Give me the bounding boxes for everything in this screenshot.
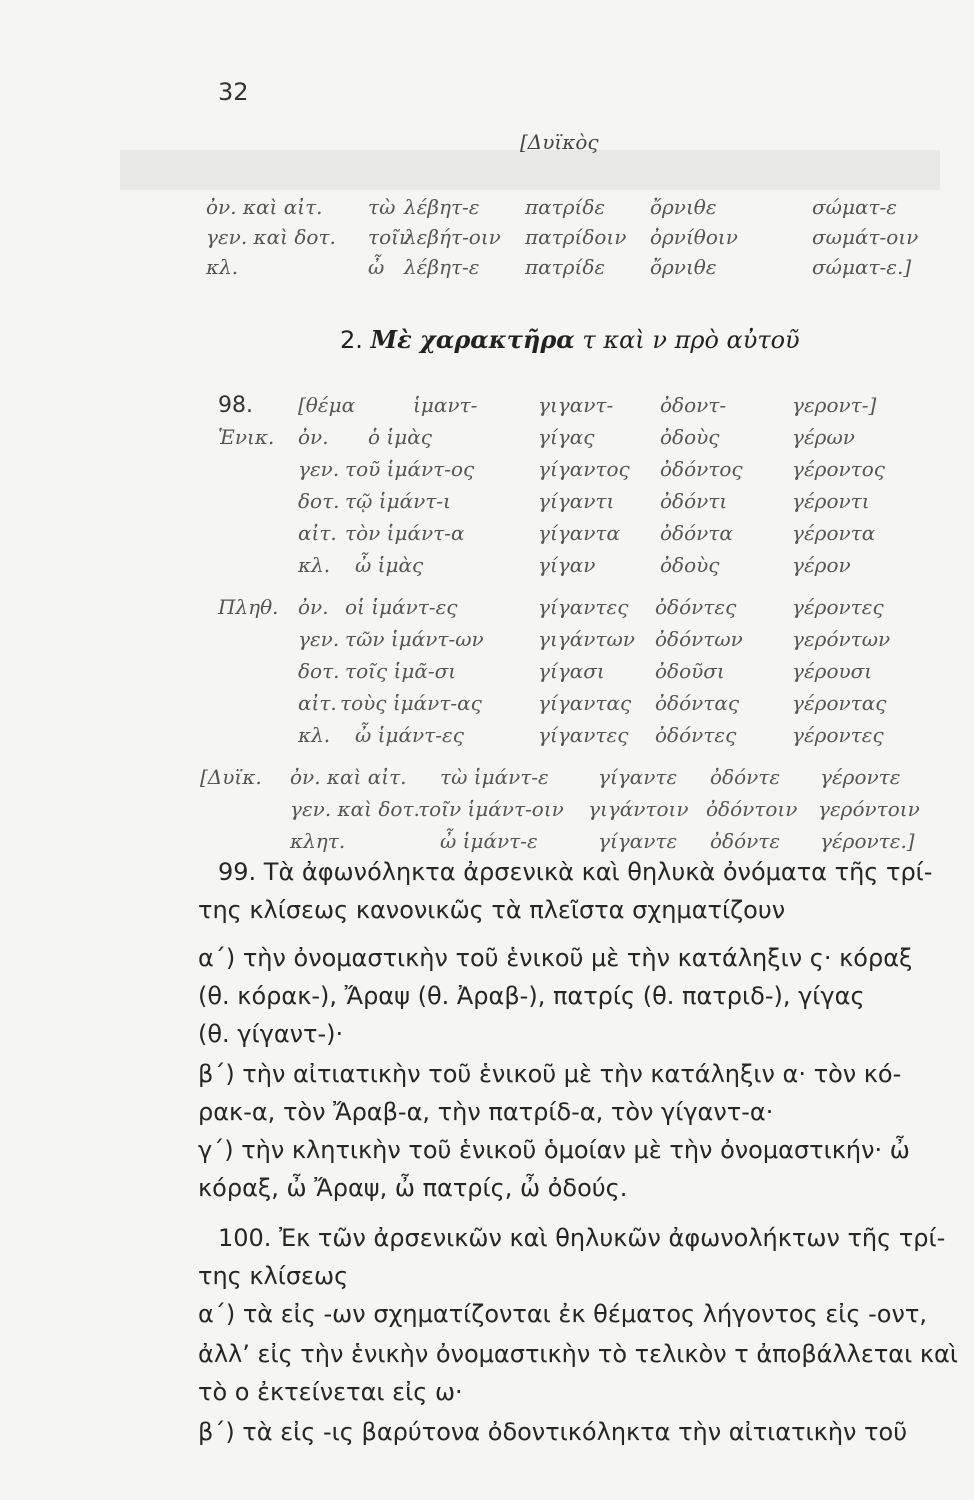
odous-form: ὀδόντες <box>655 595 737 619</box>
odous-form: ὀδόντα <box>660 521 733 545</box>
table-row <box>0 489 974 519</box>
case-label: γεν. καὶ δοτ. <box>290 797 420 821</box>
himas-form: τὸν ἱμάντ-α <box>345 521 465 545</box>
paper-shadow <box>120 150 940 190</box>
table-row <box>0 797 974 827</box>
theme-himas: ἱμαντ- <box>413 393 478 417</box>
gigas-form: γίγαντι <box>538 489 615 513</box>
himas-form: τῷ ἱμάντ-ι <box>345 489 451 513</box>
case-label: ὀν. <box>298 595 329 619</box>
geron-form: γέρον <box>792 553 851 577</box>
table-row <box>0 457 974 487</box>
himas-form: ὁ ἱμὰς <box>368 425 432 449</box>
geron-form: γερόντοιν <box>818 797 920 821</box>
text-line: της κλίσεως <box>198 1262 349 1290</box>
text-line: β΄) τὴν αἰτιατικὴν τοῦ ἑνικοῦ μὲ τὴν κατάληξιν α· τὸν κό- <box>198 1060 902 1088</box>
word-lebes: λέβητ-ε <box>404 195 480 219</box>
case-label: γεν. <box>298 627 340 651</box>
group-label-singular: Ἑνικ. <box>218 425 275 449</box>
geron-form: γέροντα <box>792 521 876 545</box>
case-label: αἰτ. <box>298 691 337 715</box>
section-rest: πρὸ αὐτοῦ <box>674 326 800 354</box>
himas-form: τοῖν ἱμάντ-οιν <box>418 797 564 821</box>
case-label: κλ. <box>298 723 331 747</box>
geron-form: γέροντε.] <box>820 829 915 853</box>
case-label: κλ. <box>206 255 239 279</box>
odous-form: ὀδοὺς <box>660 553 720 577</box>
odous-form: ὀδόντε <box>710 829 781 853</box>
odous-form: ὀδοῦσι <box>655 659 725 683</box>
article: τὼ <box>368 195 396 219</box>
table-row <box>0 553 974 583</box>
section-title: Μὲ χαρακτῆρα <box>370 325 575 354</box>
himas-form: τοῖς ἱμᾶ-σι <box>345 659 457 683</box>
odous-form: ὀδόντων <box>655 627 743 651</box>
case-label: κλ. <box>298 553 331 577</box>
himas-form: τὼ ἱμάντ-ε <box>440 765 549 789</box>
table-row <box>0 829 974 859</box>
word-ornis: ὄρνιθε <box>650 195 717 219</box>
gigas-form: γίγαντε <box>598 829 678 853</box>
geron-form: γέρων <box>792 425 855 449</box>
case-label: ὀν. <box>298 425 329 449</box>
geron-form: γέροντε <box>820 765 901 789</box>
case-label: ὀν. καὶ αἰτ. <box>206 195 323 219</box>
geron-form: γέρουσι <box>792 659 873 683</box>
himas-form: τοὺς ἱμάντ-ας <box>340 691 482 715</box>
section-letter-n: ν <box>652 326 667 354</box>
gigas-form: γίγαντα <box>538 521 620 545</box>
text-line: τὸ ο ἐκτείνεται εἰς ω· <box>198 1378 463 1406</box>
theme-gigas: γιγαντ- <box>538 393 614 417</box>
running-head: [Δυϊκὸς <box>520 130 599 154</box>
text-line: της κλίσεως κανονικῶς τὰ πλεῖστα σχηματίζουν <box>198 896 786 924</box>
table-row <box>0 595 974 625</box>
table-row <box>0 659 974 689</box>
word-ornis: ὄρνιθε <box>650 255 717 279</box>
group-label-dual: [Δυϊκ. <box>200 765 262 789</box>
text-line: κόραξ, ὦ Ἄραψ, ὦ πατρίς, ὦ ὀδούς. <box>198 1174 628 1202</box>
theme-row <box>0 393 974 423</box>
geron-form: γέροντας <box>792 691 887 715</box>
odous-form: ὀδόντοιν <box>706 797 798 821</box>
case-label: γεν. <box>298 457 340 481</box>
gigas-form: γιγάντων <box>538 627 635 651</box>
himas-form: οἱ ἱμάντ-ες <box>345 595 458 619</box>
text-line: (θ. γίγαντ-)· <box>198 1020 344 1048</box>
geron-form: γέροντες <box>792 723 884 747</box>
word-ornis: ὀρνίθοιν <box>650 225 738 249</box>
word-lebes: λέβητ-ε <box>404 255 480 279</box>
odous-form: ὀδοὺς <box>660 425 720 449</box>
gigas-form: γίγαντος <box>538 457 630 481</box>
gigas-form: γίγαντες <box>538 723 629 747</box>
case-label: δοτ. <box>298 659 340 683</box>
table-row <box>0 723 974 753</box>
himas-form: ὦ ἱμάντ-ες <box>355 723 464 747</box>
himas-form: ὦ ἱμάντ-ε <box>440 829 538 853</box>
geron-form: γέροντι <box>792 489 870 513</box>
gigas-form: γίγαντες <box>538 595 629 619</box>
word-patris: πατρίδε <box>525 255 606 279</box>
gigas-form: γίγαντε <box>598 765 678 789</box>
text-line: α΄) τὴν ὀνομαστικὴν τοῦ ἑνικοῦ μὲ τὴν κατάληξιν ς· κόραξ <box>198 944 913 972</box>
himas-form: τοῦ ἱμάντ-ος <box>345 457 475 481</box>
article: τοῖν <box>368 225 412 249</box>
gigas-form: γίγας <box>538 425 595 449</box>
case-label: κλητ. <box>290 829 346 853</box>
gigas-form: γιγάντοιν <box>588 797 689 821</box>
table-row <box>0 225 974 255</box>
text-line: α΄) τὰ εἰς -ων σχηματίζονται ἐκ θέματος λήγοντος εἰς -οντ, <box>198 1300 927 1328</box>
word-patris: πατρίδοιν <box>525 225 627 249</box>
text-line: β΄) τὰ εἰς -ις βαρύτονα ὀδοντικόληκτα τὴν αἰτιατικὴν τοῦ <box>198 1418 908 1446</box>
geron-form: γέροντες <box>792 595 884 619</box>
odous-form: ὀδόντες <box>655 723 737 747</box>
odous-form: ὀδόντος <box>660 457 743 481</box>
odous-form: ὀδόντι <box>660 489 728 513</box>
section-letter-t: τ <box>582 326 596 354</box>
table-row <box>0 521 974 551</box>
word-patris: πατρίδε <box>525 195 606 219</box>
case-label: αἰτ. <box>298 521 337 545</box>
group-label-plural: Πληθ. <box>218 595 279 619</box>
case-label: γεν. καὶ δοτ. <box>206 225 336 249</box>
geron-form: γερόντων <box>792 627 891 651</box>
geron-form: γέροντος <box>792 457 885 481</box>
case-label: δοτ. <box>298 489 340 513</box>
odous-form: ὀδόντε <box>710 765 781 789</box>
word-soma: σωμάτ-οιν <box>812 225 919 249</box>
table-row <box>0 425 974 455</box>
table-row <box>0 765 974 795</box>
theme-label: [θέμα <box>298 393 356 417</box>
text-line: (θ. κόρακ-), Ἄραψ (θ. Ἀραβ-), πατρίς (θ. πατριδ-), γίγας <box>198 982 865 1010</box>
word-soma: σώματ-ε <box>812 195 898 219</box>
article: ὦ <box>368 255 385 279</box>
himas-form: ὦ ἱμὰς <box>355 553 424 577</box>
paragraph-number: 98. <box>218 393 253 418</box>
text-line: ρακ-α, τὸν Ἄραβ-α, τὴν πατρίδ-α, τὸν γίγαντ-α· <box>198 1098 774 1126</box>
section-kai: καὶ <box>603 326 645 354</box>
odous-form: ὀδόντας <box>655 691 740 715</box>
gigas-form: γίγαντας <box>538 691 632 715</box>
section-number: 2. <box>340 326 363 354</box>
word-lebes: λεβήτ-οιν <box>404 225 501 249</box>
text-line: 100. Ἐκ τῶν ἀρσενικῶν καὶ θηλυκῶν ἀφωνολήκτων τῆς τρί- <box>218 1224 946 1252</box>
table-row <box>0 691 974 721</box>
gigas-form: γίγασι <box>538 659 605 683</box>
table-row <box>0 195 974 225</box>
word-soma: σώματ-ε.] <box>812 255 912 279</box>
gigas-form: γίγαν <box>538 553 596 577</box>
text-line: γ΄) τὴν κλητικὴν τοῦ ἑνικοῦ ὁμοίαν μὲ τὴν ὀνομαστικήν· ὦ <box>198 1136 910 1164</box>
table-row <box>0 255 974 285</box>
himas-form: τῶν ἱμάντ-ων <box>345 627 484 651</box>
section-heading <box>340 325 800 354</box>
page-number: 32 <box>218 78 249 106</box>
table-row <box>0 627 974 657</box>
case-label: ὀν. καὶ αἰτ. <box>290 765 407 789</box>
theme-odous: ὀδοντ- <box>660 393 727 417</box>
text-line: 99. Τὰ ἀφωνόληκτα ἀρσενικὰ καὶ θηλυκὰ ὀνόματα τῆς τρί- <box>218 858 933 886</box>
text-line: ἀλλ’ εἰς τὴν ἑνικὴν ὀνομαστικὴν τὸ τελικὸν τ ἀποβάλλεται καὶ <box>198 1340 958 1368</box>
theme-geron: γεροντ-] <box>792 393 877 417</box>
